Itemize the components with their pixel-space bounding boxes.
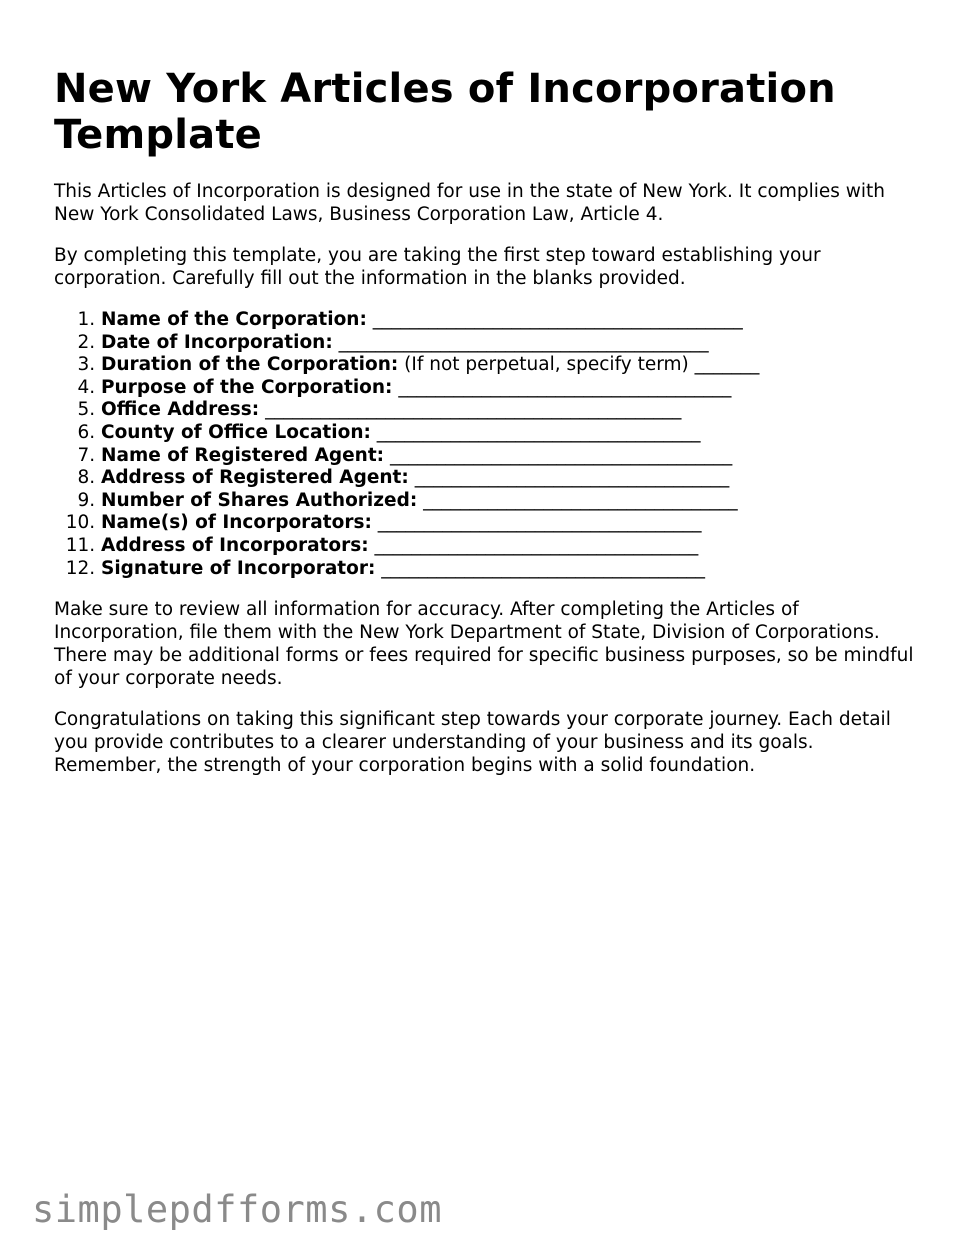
field-blank[interactable]: ___________________________________ [374, 534, 699, 556]
field-blank[interactable]: _____________________________________ [389, 444, 733, 466]
field-blank[interactable]: _______ [694, 354, 760, 376]
field-blank[interactable]: __________________________________ [423, 489, 738, 511]
field-blank[interactable]: ________________________________________ [372, 309, 743, 330]
field-label: Address of Incorporators: [101, 534, 369, 556]
intro-paragraph: By completing this template, you are taking the first step toward establishing your corporation. Carefully fill out the information in the blanks provided. [54, 245, 821, 289]
field-blank[interactable]: ___________________________________ [376, 421, 701, 443]
page-title: New York Articles of Incorporation Template [54, 66, 836, 158]
field-list [54, 309, 916, 580]
field-label: Purpose of the Corporation: [101, 376, 393, 398]
document-page [54, 66, 916, 777]
field-item [101, 354, 916, 377]
field-item [101, 558, 916, 581]
field-item [101, 399, 916, 422]
field-item [101, 422, 916, 445]
field-label: County of Office Location: [101, 421, 371, 443]
field-item [101, 445, 916, 468]
field-blank[interactable]: ________________________________________ [338, 331, 709, 353]
field-item [101, 332, 916, 355]
site-watermark: simplepdfforms.com [32, 1188, 442, 1231]
field-item [101, 490, 916, 513]
field-item [101, 512, 916, 535]
field-item [101, 377, 916, 400]
field-item [101, 535, 916, 558]
field-label: Address of Registered Agent: [101, 467, 409, 489]
field-blank[interactable]: ____________________________________ [398, 376, 732, 398]
field-item [101, 467, 916, 490]
field-label: Name(s) of Incorporators: [101, 512, 372, 534]
intro-paragraph: This Articles of Incorporation is designed for use in the state of New York. It complies with New York Consolidated Laws, Business Corporation Law, Article 4. [54, 181, 886, 225]
field-label: Signature of Incorporator: [101, 557, 376, 579]
field-blank[interactable]: _____________________________________________ [265, 399, 682, 421]
field-label: Name of the Corporation: [101, 309, 367, 330]
field-blank[interactable]: ___________________________________ [377, 512, 702, 534]
field-blank[interactable]: ___________________________________ [381, 557, 706, 579]
closing-paragraph: Make sure to review all information for accuracy. After completing the Articles of Incorporation, file them with the New York Department of State, Division of Corporations. There may be additional forms or fees required for specific business purposes, so be mindful of your corporate needs. [54, 599, 914, 690]
field-label: Duration of the Corporation: [101, 354, 399, 376]
field-label: Name of Registered Agent: [101, 444, 385, 466]
field-label: Date of Incorporation: [101, 331, 333, 353]
field-note: (If not perpetual, specify term) [404, 354, 689, 376]
field-item [101, 309, 916, 332]
field-label: Office Address: [101, 399, 260, 421]
field-blank[interactable]: __________________________________ [414, 467, 730, 489]
closing-paragraph: Congratulations on taking this significant step towards your corporate journey. Each detail you provide contributes to a clearer understanding of your business and its goals. Remember, the strength of your corporation begins with a solid foundation. [54, 709, 891, 777]
field-label: Number of Shares Authorized: [101, 489, 418, 511]
